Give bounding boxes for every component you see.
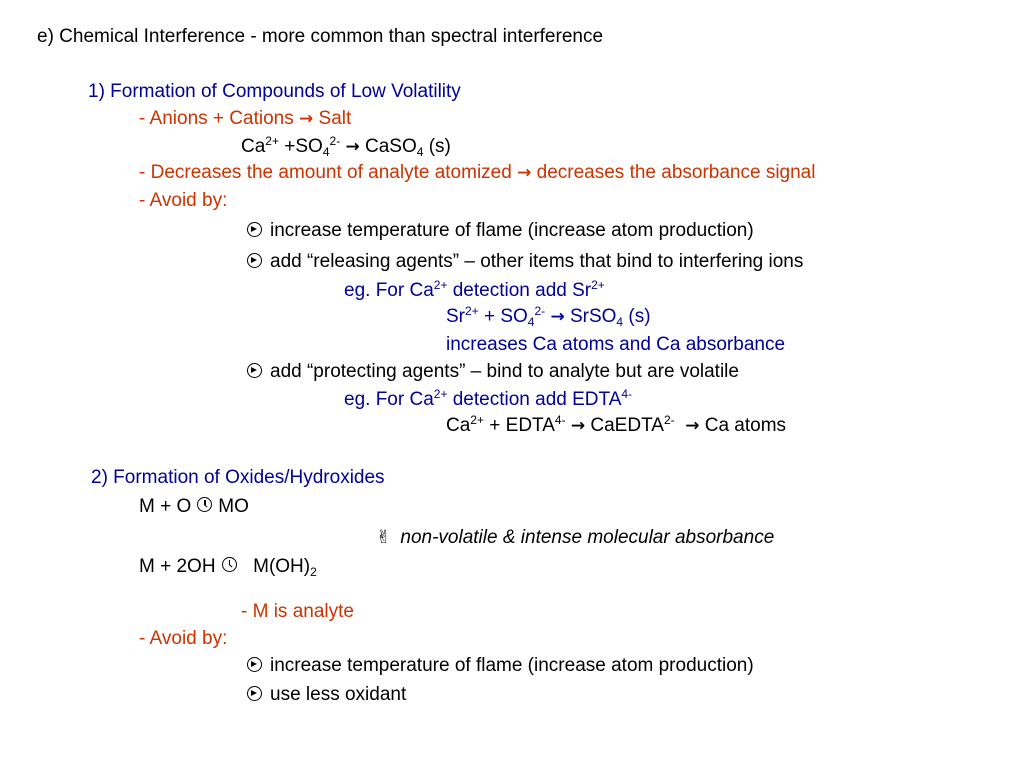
eq3-caedta-charge: 2- <box>663 413 675 427</box>
eq-so4-charge: 2- <box>329 134 341 148</box>
bullet-text: add “releasing agents” – other items that bind to interfering ions <box>270 251 804 272</box>
eq2-so4: + SO <box>483 306 528 327</box>
arrow-icon: → <box>550 307 565 327</box>
bullet-releasing-agents <box>247 251 803 273</box>
eq-ca: Ca <box>241 136 266 157</box>
eq2-srso4-sub: 4 <box>616 315 624 329</box>
eq-solid: (s) <box>428 136 451 157</box>
salt-text: Salt <box>318 108 352 129</box>
avoid-by-1: - Avoid by: <box>139 190 228 211</box>
eq3-edta: + EDTA <box>489 415 555 436</box>
eq-so4: +SO <box>284 136 323 157</box>
moh-sub: 2 <box>310 565 317 579</box>
decreases-signal-text: decreases the absorbance signal <box>536 162 816 183</box>
eq2-so4-charge: 2- <box>534 304 546 318</box>
avoid-by-2: - Avoid by: <box>139 628 228 649</box>
eq3-ca-atoms: Ca atoms <box>704 415 787 436</box>
eg-b-charge: 2+ <box>591 278 605 292</box>
bullet-arrow-icon <box>247 363 262 378</box>
equation-caedta <box>446 415 786 437</box>
eg2-a-charge: 2+ <box>433 387 448 401</box>
clock-icon <box>197 497 212 512</box>
equation-srso4 <box>446 306 651 328</box>
equation-mo <box>139 496 249 518</box>
decreases-line <box>139 162 815 184</box>
note-text: non-volatile & intense molecular absorbance <box>400 527 775 548</box>
bullet-arrow-icon <box>247 657 262 672</box>
bullet-less-oxidant <box>247 684 406 706</box>
eq2-sr: Sr <box>446 306 465 327</box>
decreases-text: - Decreases the amount of analyte atomized <box>139 162 512 183</box>
bullet-text: use less oxidant <box>270 684 407 705</box>
eq3-caedta: CaEDTA <box>590 415 664 436</box>
moh-b: M(OH) <box>253 556 311 577</box>
bullet-increase-temp-1 <box>247 220 754 242</box>
eg-edta-line <box>344 389 632 411</box>
eq2-so4-sub: 4 <box>527 315 535 329</box>
eq3-edta-charge: 4- <box>554 413 566 427</box>
eq-so4-sub: 4 <box>322 145 330 159</box>
page-heading: e) Chemical Interference - more common than spectral interference <box>37 26 604 47</box>
bullet-arrow-icon <box>247 253 262 268</box>
eg-a-charge: 2+ <box>433 278 448 292</box>
bullet-arrow-icon <box>247 222 262 237</box>
eg-b: detection add Sr <box>452 280 592 301</box>
eg-sr-line <box>344 280 605 302</box>
eq-caso4: CaSO <box>365 136 417 157</box>
anions-cations-line <box>139 108 351 130</box>
mo-a: M + O <box>139 496 192 517</box>
bullet-protecting-agents <box>247 361 739 383</box>
bullet-text: add “protecting agents” – bind to analyte but are volatile <box>270 361 739 382</box>
eq2-solid: (s) <box>628 306 651 327</box>
eq2-srso4: SrSO <box>569 306 617 327</box>
eq3-ca: Ca <box>446 415 471 436</box>
eq2-sr-charge: 2+ <box>465 304 479 318</box>
eq3-ca-charge: 2+ <box>470 413 484 427</box>
bullet-arrow-icon <box>247 686 262 701</box>
eg2-b-charge: 4- <box>621 387 633 401</box>
arrow-icon: → <box>345 137 360 157</box>
eq-ca-charge: 2+ <box>265 134 279 148</box>
eg2-a: eg. For Ca <box>344 389 434 410</box>
moh-a: M + 2OH <box>139 556 216 577</box>
section-1-title: 1) Formation of Compounds of Low Volatility <box>88 81 461 102</box>
arrow-icon: → <box>299 109 314 129</box>
victory-hand-icon: ✌ <box>376 527 392 548</box>
m-is-analyte: - M is analyte <box>241 601 354 622</box>
arrow-icon: → <box>685 416 700 436</box>
increases-ca-line: increases Ca atoms and Ca absorbance <box>446 334 786 355</box>
eg-a: eg. For Ca <box>344 280 434 301</box>
bullet-increase-temp-2 <box>247 655 754 677</box>
arrow-icon: → <box>570 416 586 436</box>
section-2-title: 2) Formation of Oxides/Hydroxides <box>91 467 385 488</box>
eg2-b: detection add EDTA <box>452 389 622 410</box>
clock-icon <box>222 557 237 572</box>
note-line <box>376 527 774 549</box>
equation-moh <box>139 556 317 578</box>
eq-caso4-sub: 4 <box>416 145 424 159</box>
arrow-icon: → <box>517 163 532 183</box>
bullet-text: increase temperature of flame (increase atom production) <box>270 220 754 241</box>
equation-caso4 <box>241 136 451 158</box>
mo-b: MO <box>218 496 249 517</box>
anions-cations-text: - Anions + Cations <box>139 108 294 129</box>
bullet-text: increase temperature of flame (increase atom production) <box>270 655 754 676</box>
